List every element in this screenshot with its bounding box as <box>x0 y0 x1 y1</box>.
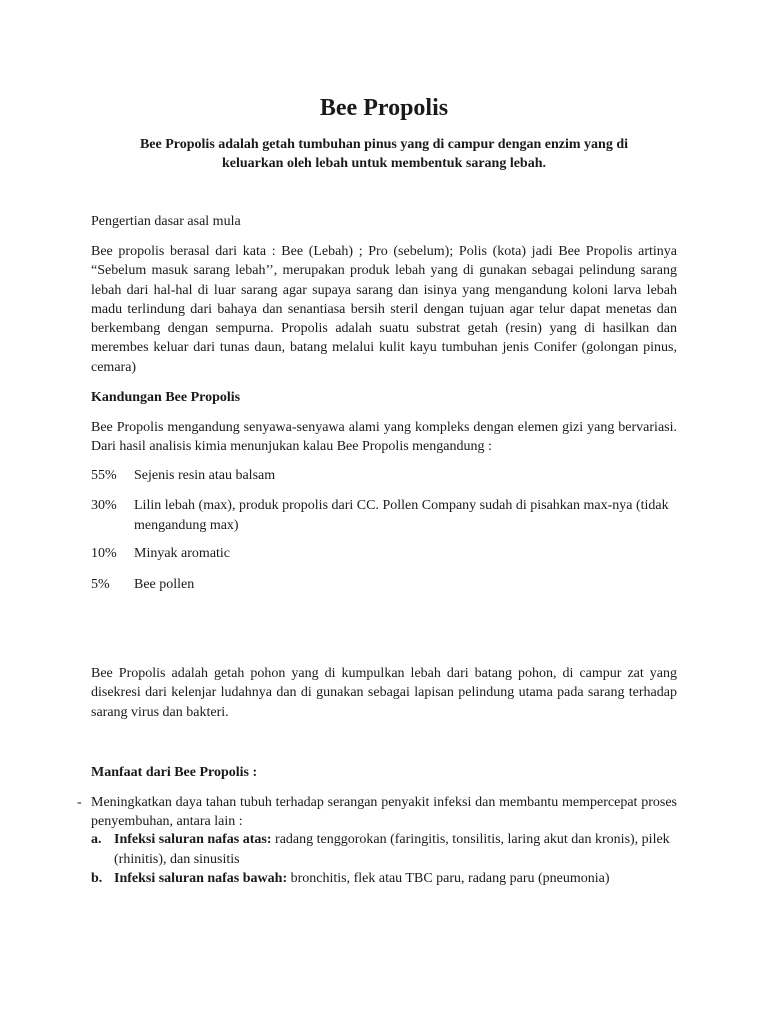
sub-list-detail: radang tenggorokan (faringitis, tonsilitis, laring akut dan kronis), pilek (rhinitis), dan sinusitis <box>114 832 670 867</box>
section-heading-pengertian: Pengertian dasar asal mula <box>91 214 241 229</box>
sub-list-text <box>114 830 681 869</box>
sub-list-letter: b. <box>91 871 103 886</box>
bullet-dash: - <box>77 795 82 810</box>
section-heading-kandungan: Kandungan Bee Propolis <box>91 390 241 405</box>
sub-list-text <box>114 869 681 889</box>
sub-list-detail: bronchitis, flek atau TBC paru, radang paru (pneumonia) <box>287 871 610 886</box>
paragraph-kandungan: Bee Propolis mengandung senyawa-senyawa alami yang kompleks dengan elemen gizi yang bervariasi. Dari hasil analisis kimia menunjukan kalau Bee Propolis mengandung : <box>91 420 677 455</box>
list-item-text: Sejenis resin atau balsam <box>134 468 276 483</box>
sub-list-letter: a. <box>91 832 102 847</box>
sub-list-label: Infeksi saluran nafas bawah: <box>114 871 288 886</box>
list-item-text: Bee pollen <box>134 577 195 592</box>
list-item-percent: 55% <box>91 468 117 483</box>
list-item-percent: 30% <box>91 498 117 513</box>
sub-list-label: Infeksi saluran nafas atas: <box>114 832 272 847</box>
page-title: Bee Propolis <box>319 95 449 121</box>
list-item-text: Minyak aromatic <box>134 546 231 561</box>
list-item-percent: 10% <box>91 546 117 561</box>
intro-paragraph: Bee Propolis adalah getah tumbuhan pinus yang di campur dengan enzim yang di keluarkan oleh lebah untuk membentuk sarang lebah. <box>139 137 629 171</box>
paragraph-getah-pohon: Bee Propolis adalah getah pohon yang di kumpulkan lebah dari batang pohon, di campur zat yang disekresi dari kelenjar ludahnya dan di gunakan sebagai lapisan pelindung utama pada sarang terhadap sarang virus dan bakteri. <box>91 666 677 720</box>
list-item-percent: 5% <box>91 577 110 592</box>
paragraph-pengertian: Bee propolis berasal dari kata : Bee (Lebah) ; Pro (sebelum); Polis (kota) jadi Bee Propolis artinya “Sebelum masuk sarang lebah’’, merupakan produk lebah yang di gunakan sebagai pelindung sarang lebah dari hal-hal di luar sarang agar supaya sarang dan isinya yang mengandung koloni larva lebah madu terlindung dari bahaya dan senantiasa bersih steril dengan tujuan agar telur dapat menetas dan berkembang dengan sempurna. Propolis adalah suatu substrat getah (resin) yang di hasilkan dan merembes keluar dari tunas daun, batang melalui kulit kayu tumbuhan jenis Conifer (golongan pinus, cemara) <box>91 244 677 375</box>
benefit-intro-text: Meningkatkan daya tahan tubuh terhadap serangan penyakit infeksi dan membantu mempercepat proses penyembuhan, antara lain : <box>91 795 677 829</box>
section-heading-manfaat: Manfaat dari Bee Propolis : <box>91 765 258 780</box>
list-item-text: Lilin lebah (max), produk propolis dari CC. Pollen Company sudah di pisahkan max-nya (tidak mengandung max) <box>134 498 669 533</box>
